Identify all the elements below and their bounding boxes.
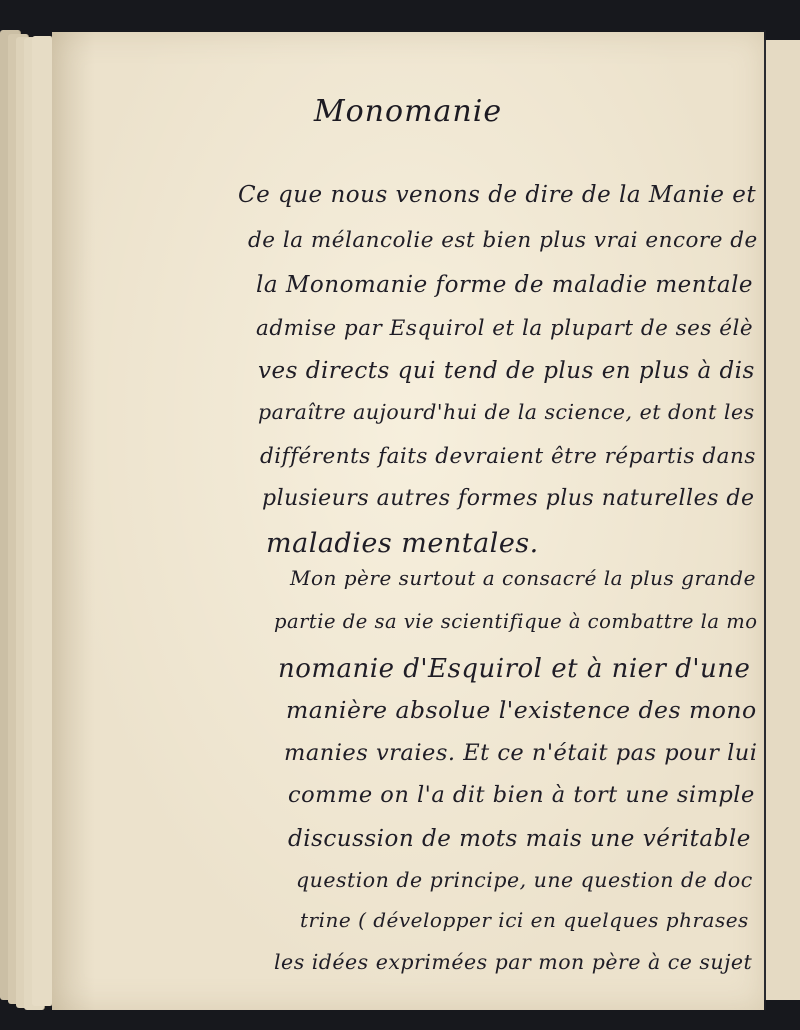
manuscript-page — [52, 32, 764, 1010]
handwritten-line: admise par Esquirol et la plupart de ses élè — [256, 316, 754, 341]
handwritten-line: différents faits devraient être répartis dans — [260, 444, 756, 469]
handwritten-line: discussion de mots mais une véritable — [288, 826, 751, 852]
handwritten-line: trine ( développer ici en quelques phrases — [300, 908, 749, 932]
handwritten-line: ves directs qui tend de plus en plus à dis — [258, 358, 755, 384]
handwritten-line: partie de sa vie scientifique à combattre la mo — [274, 610, 758, 633]
handwritten-line: Mon père surtout a consacré la plus grande — [290, 566, 756, 590]
handwritten-line: question de principe, une question de doc — [296, 868, 753, 892]
handwritten-line: manies vraies. Et ce n'était pas pour lui — [284, 740, 758, 766]
page-stack-edge — [32, 36, 53, 1006]
handwritten-line: la Monomanie forme de maladie mentale — [256, 272, 754, 298]
handwritten-line: manière absolue l'existence des mono — [286, 696, 757, 724]
facing-page-edge — [763, 40, 800, 1000]
handwritten-line: paraître aujourd'hui de la science, et dont les — [258, 400, 755, 424]
handwritten-line: nomanie d'Esquirol et à nier d'une — [278, 654, 751, 684]
handwritten-line: Ce que nous venons de dire de la Manie et — [238, 182, 757, 208]
handwritten-line: comme on l'a dit bien à tort une simple — [288, 782, 755, 808]
handwritten-line: de la mélancolie est bien plus vrai encore de — [248, 228, 758, 253]
handwritten-line: les idées exprimées par mon père à ce sujet — [274, 950, 753, 974]
handwritten-line: maladies mentales. — [266, 528, 539, 559]
page-title: Monomanie — [313, 94, 503, 129]
handwritten-line: plusieurs autres formes plus naturelles de — [262, 486, 755, 511]
